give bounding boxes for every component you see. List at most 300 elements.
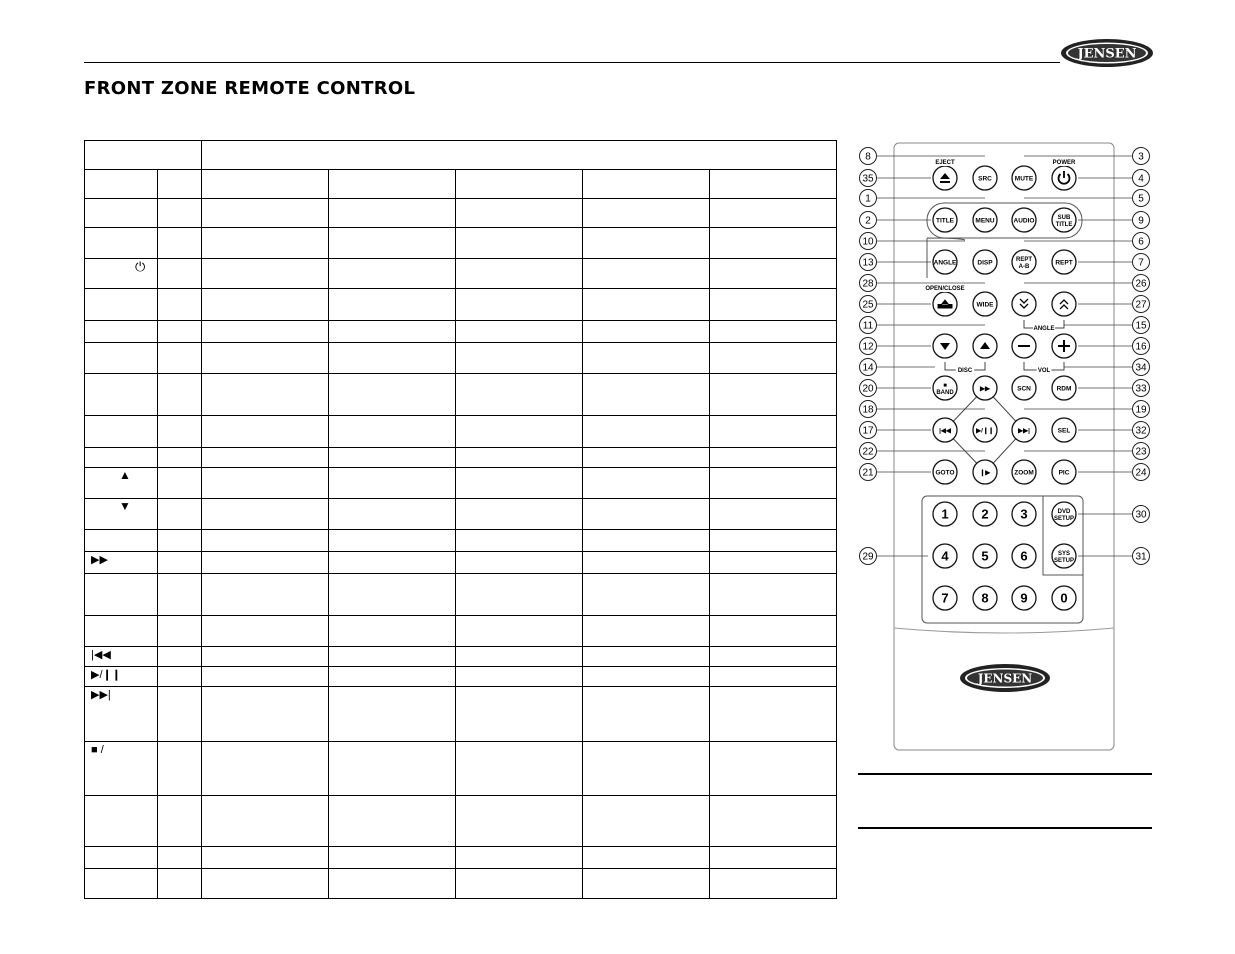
table-row [85, 416, 837, 448]
table-row [85, 289, 837, 321]
table-cell [456, 552, 583, 574]
button-symbol-icon: ▼ [119, 499, 131, 513]
table-cell [329, 847, 456, 869]
table-cell [202, 468, 329, 499]
remote-button[interactable] [973, 376, 997, 400]
table-cell [85, 448, 158, 468]
table-cell [158, 574, 202, 616]
callout-number: 18 [862, 404, 874, 416]
table-cell [158, 667, 202, 687]
table-row [85, 796, 837, 847]
remote-button-label: 4 [941, 548, 949, 564]
table-cell [202, 416, 329, 448]
remote-button-label: SRC [978, 175, 992, 183]
table-row [85, 530, 837, 552]
remote-button[interactable] [1012, 502, 1036, 526]
table-cell [329, 448, 456, 468]
table-row [85, 687, 837, 742]
remote-button[interactable] [1012, 292, 1036, 316]
button-symbol-icon: ⏻ [135, 259, 146, 274]
table-cell [583, 530, 710, 552]
table-cell [85, 416, 158, 448]
table-cell [583, 499, 710, 530]
remote-button-label: GOTO [935, 469, 955, 477]
table-cell [85, 374, 158, 416]
table-cell [456, 289, 583, 321]
remote-button[interactable] [973, 166, 997, 190]
remote-text-label: VOL [1037, 368, 1051, 374]
table-cell [329, 374, 456, 416]
table-cell [710, 289, 837, 321]
remote-button[interactable] [933, 334, 957, 358]
remote-text-label: POWER [1052, 160, 1076, 166]
callout-number: 5 [1138, 193, 1144, 205]
table-cell [710, 170, 837, 199]
table-cell [85, 228, 158, 259]
table-cell [329, 499, 456, 530]
table-cell [583, 343, 710, 374]
page-title: FRONT ZONE REMOTE CONTROL [84, 78, 416, 99]
table-cell [710, 259, 837, 289]
table-cell [710, 343, 837, 374]
table-cell [710, 796, 837, 847]
table-cell [456, 869, 583, 899]
table-cell [85, 259, 158, 289]
jensen-logo-header [1060, 38, 1154, 68]
callout-number: 7 [1138, 257, 1144, 269]
table-cell [583, 374, 710, 416]
table-cell [456, 574, 583, 616]
table-cell [202, 796, 329, 847]
table-cell [710, 869, 837, 899]
table-cell [710, 321, 837, 343]
remote-button[interactable] [1012, 208, 1036, 232]
table-cell [85, 468, 158, 499]
table-cell [710, 574, 837, 616]
table-cell [85, 499, 158, 530]
table-cell [710, 616, 837, 647]
remote-text-label: DISC [957, 368, 973, 374]
table-cell [456, 647, 583, 667]
remote-button[interactable] [1012, 250, 1036, 274]
remote-body [894, 143, 1114, 750]
table-cell [158, 374, 202, 416]
table-cell [202, 742, 329, 796]
callout-number: 20 [862, 383, 874, 395]
table-cell [583, 616, 710, 647]
table-row [85, 170, 837, 199]
remote-button[interactable] [933, 502, 957, 526]
callout-number: 24 [1135, 467, 1147, 479]
table-cell [329, 228, 456, 259]
remote-button[interactable] [1052, 292, 1076, 316]
table-cell [202, 343, 329, 374]
callout-number: 2 [865, 215, 871, 227]
jensen-logo-remote [960, 664, 1050, 692]
table-row [85, 647, 837, 667]
table-cell [202, 667, 329, 687]
remote-button-label: 2 [981, 506, 989, 522]
remote-button[interactable] [1052, 586, 1076, 610]
logo-text: JENSEN [1077, 46, 1137, 62]
table-cell [456, 499, 583, 530]
table-row [85, 448, 837, 468]
callout-number: 15 [1135, 320, 1147, 332]
remote-button-label: 7 [941, 590, 949, 606]
table-cell [85, 869, 158, 899]
table-cell [583, 667, 710, 687]
table-row [85, 742, 837, 796]
table-cell [710, 530, 837, 552]
remote-button-label: SCN [1017, 385, 1031, 393]
remote-button[interactable] [1052, 376, 1076, 400]
table-cell [710, 374, 837, 416]
table-cell [158, 321, 202, 343]
remote-button[interactable] [1052, 250, 1076, 274]
table-row [85, 468, 837, 499]
table-cell [456, 530, 583, 552]
table-cell [710, 228, 837, 259]
table-cell [202, 199, 329, 228]
note-rule-bottom [858, 827, 1152, 829]
table-cell [158, 647, 202, 667]
callout-number: 23 [1135, 446, 1147, 458]
callout-number: 1 [865, 193, 871, 205]
remote-text-label: EJECT [935, 160, 955, 166]
table-cell [456, 228, 583, 259]
remote-button[interactable] [933, 292, 957, 316]
table-cell [158, 499, 202, 530]
remote-button-label: REPT A-B [1015, 257, 1033, 270]
table-cell [710, 416, 837, 448]
remote-button-label: MENU [975, 217, 995, 225]
remote-button[interactable] [1012, 376, 1036, 400]
table-cell [456, 374, 583, 416]
table-cell [329, 667, 456, 687]
remote-button[interactable] [1052, 208, 1076, 232]
remote-button[interactable] [1052, 334, 1076, 358]
table-header-cell [202, 141, 837, 170]
remote-button-label: SUB TITLE [1055, 215, 1073, 228]
callout-number: 26 [1135, 278, 1147, 290]
remote-control-diagram [855, 138, 1155, 758]
callout-number: 10 [862, 236, 874, 248]
table-cell [456, 199, 583, 228]
table-cell [85, 742, 158, 796]
table-cell [85, 687, 158, 742]
remote-button-label: 9 [1020, 590, 1028, 606]
table-cell [202, 530, 329, 552]
table-cell [85, 667, 158, 687]
remote-button-label: MUTE [1014, 175, 1034, 183]
remote-button-label: PIC [1058, 469, 1070, 477]
table-cell [329, 170, 456, 199]
remote-button-label: 5 [981, 548, 989, 564]
table-cell [202, 847, 329, 869]
button-symbol-icon: ▶▶| [91, 689, 111, 701]
remote-button[interactable] [973, 544, 997, 568]
table-cell [329, 869, 456, 899]
callout-number: 25 [862, 299, 874, 311]
remote-button-label: 6 [1020, 548, 1028, 564]
table-cell [710, 647, 837, 667]
remote-button[interactable] [973, 250, 997, 274]
table-cell [329, 742, 456, 796]
callout-number: 17 [862, 425, 874, 437]
remote-button-label: TITLE [935, 217, 955, 225]
remote-button-label: DISP [977, 259, 993, 267]
table-cell [329, 796, 456, 847]
table-cell [583, 468, 710, 499]
remote-button[interactable] [933, 586, 957, 610]
table-cell [202, 616, 329, 647]
table-cell [158, 616, 202, 647]
table-cell [710, 199, 837, 228]
table-cell [583, 170, 710, 199]
table-cell [710, 687, 837, 742]
table-cell [202, 647, 329, 667]
table-cell [456, 321, 583, 343]
button-symbol-icon: ▶/❙❙ [91, 669, 121, 681]
remote-button[interactable] [933, 208, 957, 232]
table-cell [85, 847, 158, 869]
table-cell [329, 343, 456, 374]
table-cell [85, 199, 158, 228]
remote-button[interactable] [1012, 166, 1036, 190]
remote-button[interactable] [1012, 418, 1036, 442]
remote-button-label: 8 [981, 590, 989, 606]
remote-button[interactable] [1052, 502, 1076, 526]
table-cell [158, 687, 202, 742]
table-cell [583, 228, 710, 259]
table-cell [202, 170, 329, 199]
remote-button[interactable] [1012, 334, 1036, 358]
table-cell [85, 616, 158, 647]
remote-button[interactable] [973, 502, 997, 526]
remote-button[interactable] [1052, 460, 1076, 484]
table-cell [456, 796, 583, 847]
table-cell [583, 416, 710, 448]
table-cell [202, 374, 329, 416]
table-cell [158, 289, 202, 321]
callout-number: 27 [1135, 299, 1147, 311]
callout-number: 33 [1135, 383, 1147, 395]
remote-button[interactable] [933, 460, 957, 484]
remote-button-label: ANGLE [933, 259, 957, 267]
callout-number: 9 [1138, 215, 1144, 227]
table-cell [456, 170, 583, 199]
callout-number: 32 [1135, 425, 1147, 437]
table-cell [202, 259, 329, 289]
header-rule [84, 62, 1060, 63]
table-cell [158, 448, 202, 468]
table-row [85, 374, 837, 416]
table-cell [158, 228, 202, 259]
table-row [85, 259, 837, 289]
table-cell [329, 687, 456, 742]
remote-button[interactable] [1012, 460, 1036, 484]
remote-button[interactable] [933, 250, 957, 274]
remote-button-label: ▶/❙❙ [976, 427, 994, 435]
table-row [85, 228, 837, 259]
remote-button-label: REPT [1055, 259, 1073, 267]
table-cell [202, 321, 329, 343]
note-rule-top [858, 773, 1152, 775]
table-cell [583, 574, 710, 616]
table-cell [329, 199, 456, 228]
table-cell [202, 228, 329, 259]
table-cell [158, 259, 202, 289]
table-cell [329, 468, 456, 499]
table-cell [329, 259, 456, 289]
button-symbol-icon: ▶▶ [91, 554, 108, 566]
remote-button[interactable] [1012, 544, 1036, 568]
table-cell [202, 687, 329, 742]
remote-button[interactable] [1012, 586, 1036, 610]
table-cell [158, 796, 202, 847]
callout-number: 30 [1135, 509, 1147, 521]
callout-number: 4 [1138, 173, 1144, 185]
remote-button-label: ▶▶| [1018, 427, 1030, 435]
table-cell [158, 343, 202, 374]
table-cell [329, 552, 456, 574]
callout-number: 22 [862, 446, 874, 458]
table-row [85, 847, 837, 869]
table-cell [456, 742, 583, 796]
table-cell [710, 448, 837, 468]
table-cell [329, 321, 456, 343]
remote-button[interactable] [973, 292, 997, 316]
table-cell [329, 530, 456, 552]
remote-button-label: WIDE [976, 301, 994, 309]
callout-number: 29 [862, 551, 874, 563]
remote-button[interactable] [1052, 544, 1076, 568]
remote-button[interactable] [933, 376, 957, 400]
table-row [85, 869, 837, 899]
table-cell [583, 742, 710, 796]
table-cell [202, 552, 329, 574]
table-cell [456, 687, 583, 742]
remote-text-label: OPEN/CLOSE [925, 286, 965, 292]
table-cell [158, 869, 202, 899]
table-cell [710, 552, 837, 574]
table-row [85, 667, 837, 687]
table-cell [583, 647, 710, 667]
table-cell [329, 647, 456, 667]
table-cell [85, 796, 158, 847]
table-cell [329, 289, 456, 321]
remote-button[interactable] [1052, 418, 1076, 442]
table-cell [158, 742, 202, 796]
remote-button-label: ❙▶ [979, 469, 991, 477]
callout-number: 13 [862, 257, 874, 269]
table-cell [583, 259, 710, 289]
remote-button[interactable] [973, 418, 997, 442]
table-cell [158, 199, 202, 228]
table-cell [158, 170, 202, 199]
callout-number: 28 [862, 278, 874, 290]
remote-button-label: 3 [1020, 506, 1028, 522]
table-cell [85, 552, 158, 574]
button-symbol-icon: ■ / [91, 744, 104, 756]
callout-number: 21 [862, 467, 874, 479]
table-cell [202, 289, 329, 321]
table-cell [456, 259, 583, 289]
remote-button-label: |◀◀ [939, 427, 951, 435]
table-cell [329, 416, 456, 448]
remote-button[interactable] [933, 166, 957, 190]
table-cell [583, 289, 710, 321]
table-cell [85, 574, 158, 616]
table-header-cell [85, 141, 202, 170]
table-row [85, 552, 837, 574]
table-cell [158, 552, 202, 574]
table-cell [456, 343, 583, 374]
table-row [85, 343, 837, 374]
table-cell [456, 847, 583, 869]
remote-button[interactable] [933, 418, 957, 442]
remote-button[interactable] [973, 334, 997, 358]
table-cell [456, 616, 583, 647]
remote-button-label: ■ BAND [936, 383, 954, 396]
table-cell [456, 468, 583, 499]
table-cell [456, 667, 583, 687]
remote-button[interactable] [973, 208, 997, 232]
callout-number: 12 [862, 341, 874, 353]
table-cell [158, 530, 202, 552]
table-cell [85, 289, 158, 321]
table-cell [583, 321, 710, 343]
table-cell [202, 869, 329, 899]
callout-number: 6 [1138, 236, 1144, 248]
remote-text-label: ANGLE [1033, 326, 1055, 332]
table-cell [583, 448, 710, 468]
table-cell [583, 796, 710, 847]
table-cell [202, 448, 329, 468]
function-table [84, 140, 837, 899]
remote-button[interactable] [1052, 166, 1076, 190]
remote-button-label: ZOOM [1014, 469, 1034, 477]
table-cell [85, 343, 158, 374]
table-cell [85, 321, 158, 343]
remote-button[interactable] [933, 544, 957, 568]
table-cell [158, 847, 202, 869]
table-cell [583, 552, 710, 574]
remote-button-label: AUDIO [1013, 217, 1035, 225]
table-cell [329, 616, 456, 647]
table-cell [456, 416, 583, 448]
table-row [85, 616, 837, 647]
callout-number: 34 [1135, 362, 1147, 374]
table-cell [202, 499, 329, 530]
table-cell [158, 468, 202, 499]
table-cell [158, 416, 202, 448]
remote-button[interactable] [973, 460, 997, 484]
remote-button-label: DVD SETUP [1053, 509, 1075, 522]
table-row [85, 574, 837, 616]
remote-logo-text: JENSEN [977, 671, 1033, 686]
table-cell [710, 742, 837, 796]
remote-button-label: ▶▶ [980, 385, 990, 393]
table-cell [583, 869, 710, 899]
callout-number: 14 [862, 362, 874, 374]
table-cell [583, 847, 710, 869]
table-cell [456, 448, 583, 468]
table-row [85, 199, 837, 228]
table-cell [583, 199, 710, 228]
button-symbol-icon: |◀◀ [91, 649, 111, 661]
remote-button[interactable] [973, 586, 997, 610]
